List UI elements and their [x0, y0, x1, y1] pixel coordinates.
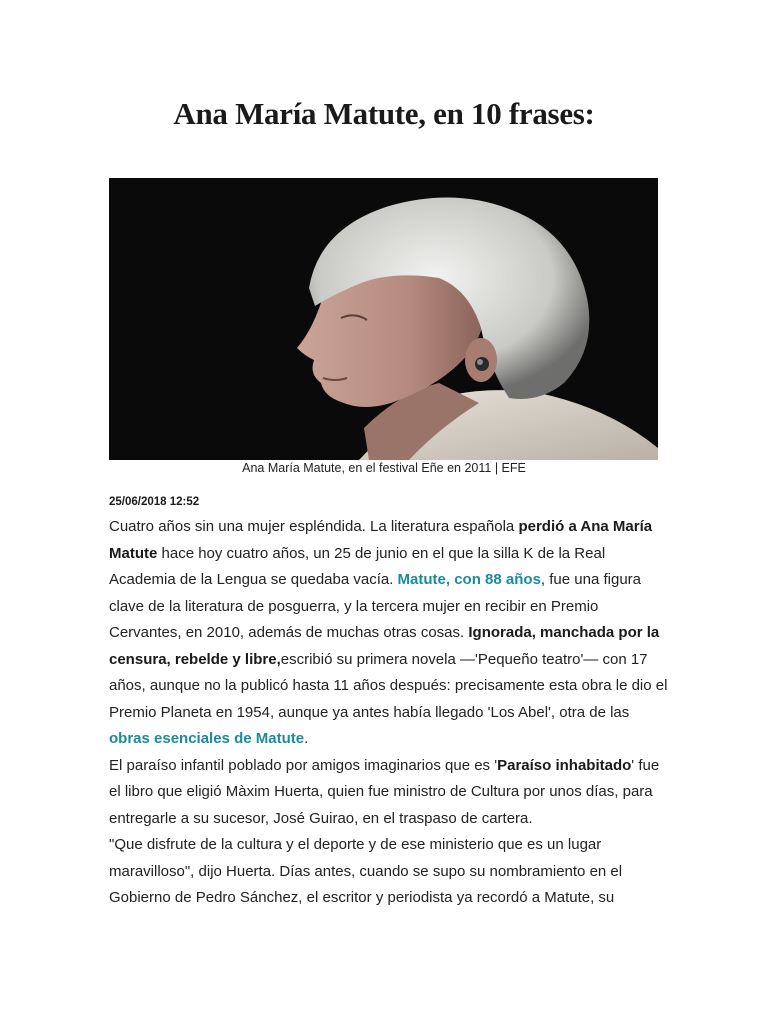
- text: hace hoy cuatro años, un 25 de junio en el que la silla K de la Real Academia de la Lengua se quedaba vacía.: [109, 544, 606, 588]
- bold-text: Ignorada, manchada por la censura, rebelde y libre,: [109, 624, 660, 668]
- text: Cuatro años sin una mujer espléndida. La literatura española: [109, 518, 519, 535]
- link-obras-esenciales[interactable]: obras esenciales de Matute: [109, 730, 305, 747]
- article-title: Ana María Matute, en 10 frases:: [173, 96, 595, 131]
- bold-text: perdió a Ana María Matute: [109, 518, 653, 562]
- photo-caption: Ana María Matute, en el festival Eñe en 2011 | EFE: [242, 461, 526, 475]
- text: .: [304, 730, 309, 747]
- paragraph-3: [109, 832, 669, 912]
- paragraph-2: [109, 753, 669, 833]
- publish-date: 25/06/2018 12:52: [109, 496, 200, 508]
- text: escribió su primera novela —'Pequeño teatro'— con 17 años, aunque no la publicó hasta 11 años después: precisamente esta obra le dio el Premio Planeta en 1954, aunque ya antes había llegado 'Los Abel', otra de las: [109, 650, 668, 721]
- link-matute-88[interactable]: Matute, con 88 años: [397, 571, 541, 588]
- article-body: [109, 514, 669, 912]
- paragraph-1: [109, 514, 669, 753]
- text: ' fue el libro que eligió Màxim Huerta, quien fue ministro de Cultura por unos días, para entregarle a su sucesor, José Guirao, en el traspaso de cartera.: [109, 756, 660, 827]
- text: El paraíso infantil poblado por amigos imaginarios que es ': [109, 756, 498, 774]
- text: , fue una figura clave de la literatura de posguerra, y la tercera mujer en recibir en Premio Cervantes, en 2010, además de muchas otras cosas.: [109, 571, 641, 641]
- article-photo: [109, 178, 658, 460]
- portrait-illustration: [109, 178, 658, 460]
- bold-text: Paraíso inhabitado: [497, 756, 632, 774]
- text: "Que disfrute de la cultura y el deporte y de ese ministerio que es un lugar maravilloso", dijo Huerta. Días antes, cuando se supo su nombramiento en el Gobierno de Pedro Sánchez, el escritor y periodista ya recordó a Matute, su: [109, 836, 623, 906]
